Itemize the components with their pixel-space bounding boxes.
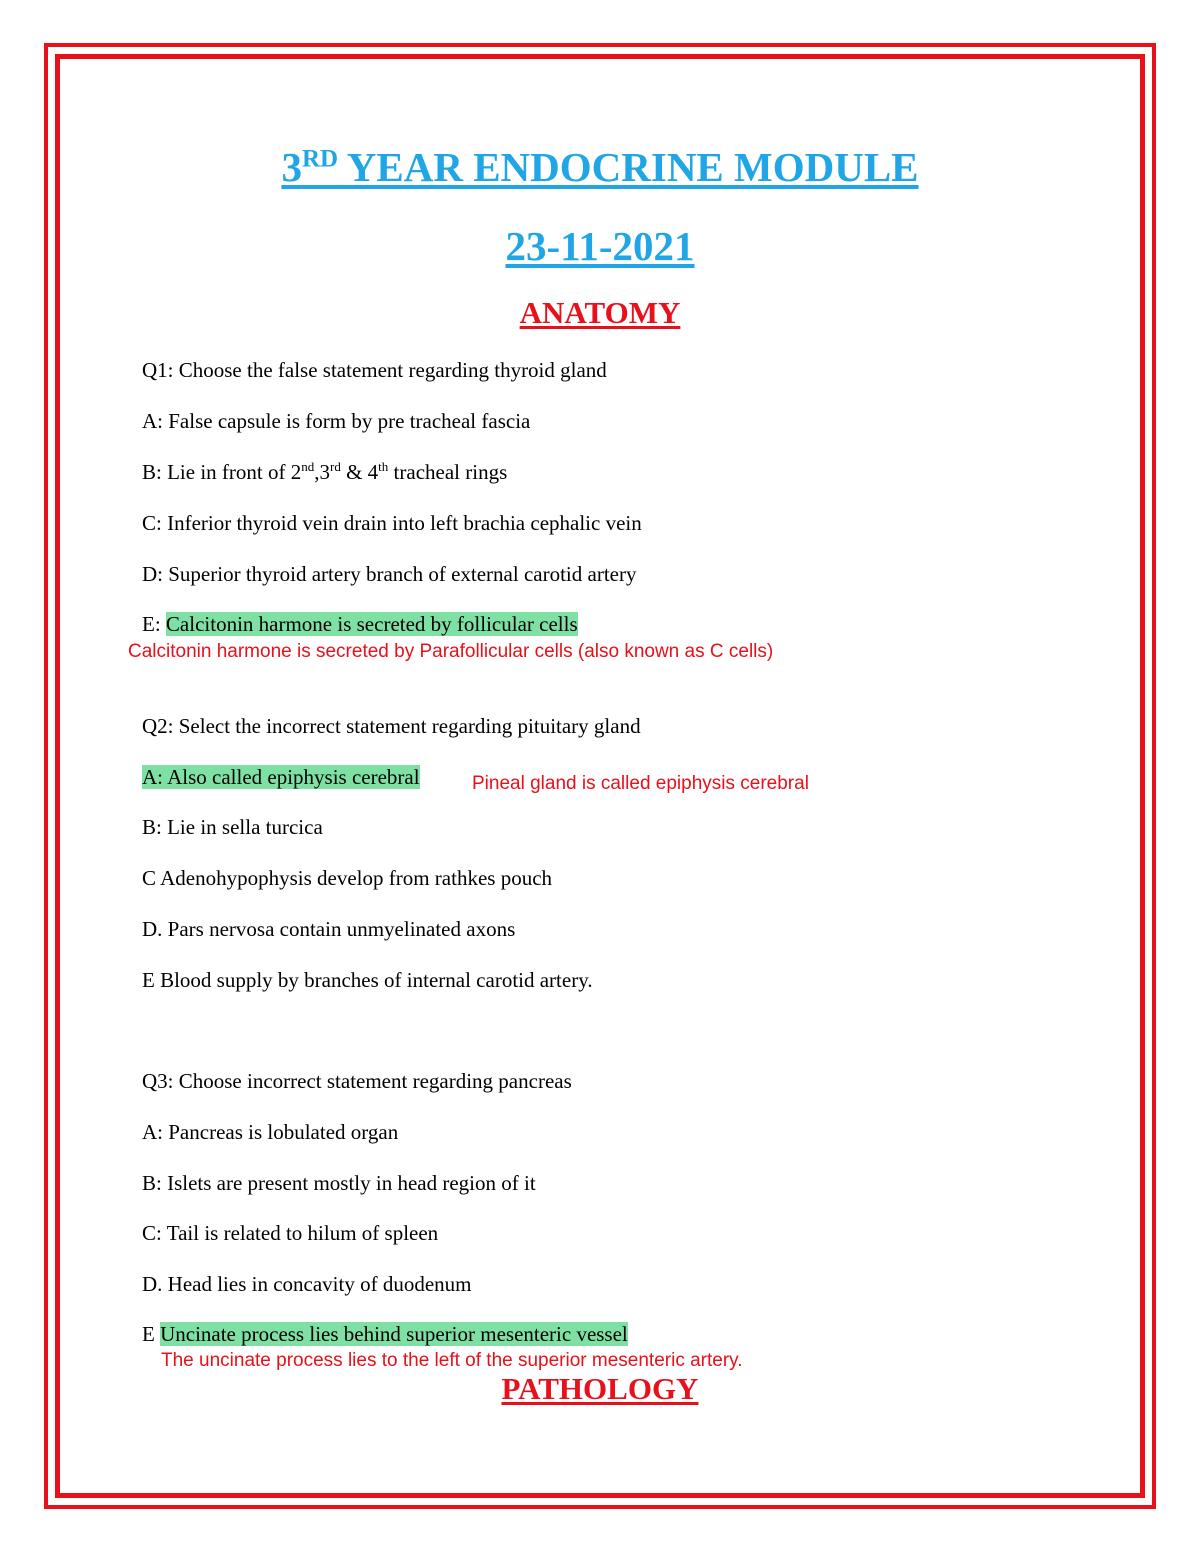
q3-option-c: C: Tail is related to hilum of spleen [142, 1221, 439, 1245]
section-pathology: PATHOLOGY [501, 1371, 699, 1406]
q1-option-c: C: Inferior thyroid vein drain into left brachia cephalic vein [142, 511, 642, 535]
title-superscript: RD [301, 145, 339, 173]
q2-a-highlighted-answer: A: Also called epiphysis cerebral [142, 765, 420, 789]
q1-b-part3: & 4 [340, 460, 379, 484]
q1-e-prefix: E: [142, 612, 166, 636]
q1-b-part1: B: Lie in front of 2 [142, 460, 302, 484]
exam-date: 23-11-2021 [505, 223, 695, 269]
q1-b-part2: ,3 [314, 460, 330, 484]
q1-b-sup3: th [378, 459, 389, 474]
section-anatomy: ANATOMY [519, 295, 681, 330]
q2-option-a [142, 765, 420, 789]
q2-correction-note: Pineal gland is called epiphysis cerebral [472, 773, 809, 794]
q3-e-highlighted-answer: Uncinate process lies behind superior mesenteric vessel [160, 1322, 628, 1346]
q3-question: Q3: Choose incorrect statement regarding pancreas [142, 1069, 572, 1093]
q3-correction-note: The uncinate process lies to the left of the superior mesenteric artery. [161, 1350, 743, 1371]
q3-option-d: D. Head lies in concavity of duodenum [142, 1272, 472, 1296]
q1-option-a: A: False capsule is form by pre tracheal fascia [142, 409, 531, 433]
q1-b-sup2: rd [329, 459, 341, 474]
q1-option-e [142, 612, 578, 636]
q2-option-b: B: Lie in sella turcica [142, 815, 323, 839]
q1-e-highlighted-answer: Calcitonin harmone is secreted by follicular cells [165, 612, 578, 636]
q3-e-prefix: E [142, 1322, 161, 1346]
q1-question: Q1: Choose the false statement regarding thyroid gland [142, 358, 607, 382]
q1-option-b [142, 460, 507, 484]
q2-option-d: D. Pars nervosa contain unmyelinated axons [142, 917, 516, 941]
q2-option-c: C Adenohypophysis develop from rathkes pouch [142, 866, 553, 890]
module-title [0, 143, 1200, 191]
q2-option-e: E Blood supply by branches of internal carotid artery. [142, 968, 593, 992]
q3-option-e [142, 1322, 628, 1346]
q1-b-part4: tracheal rings [388, 460, 508, 484]
q1-b-sup1: nd [301, 459, 315, 474]
title-prefix: 3 [281, 144, 302, 190]
q3-option-b: B: Islets are present mostly in head region of it [142, 1171, 536, 1195]
q2-question: Q2: Select the incorrect statement regarding pituitary gland [142, 714, 641, 738]
q3-option-a: A: Pancreas is lobulated organ [142, 1120, 399, 1144]
q1-option-d: D: Superior thyroid artery branch of external carotid artery [142, 562, 637, 586]
q1-correction-note: Calcitonin harmone is secreted by Parafollicular cells (also known as C cells) [128, 641, 774, 662]
title-rest: YEAR ENDOCRINE MODULE [338, 144, 919, 190]
